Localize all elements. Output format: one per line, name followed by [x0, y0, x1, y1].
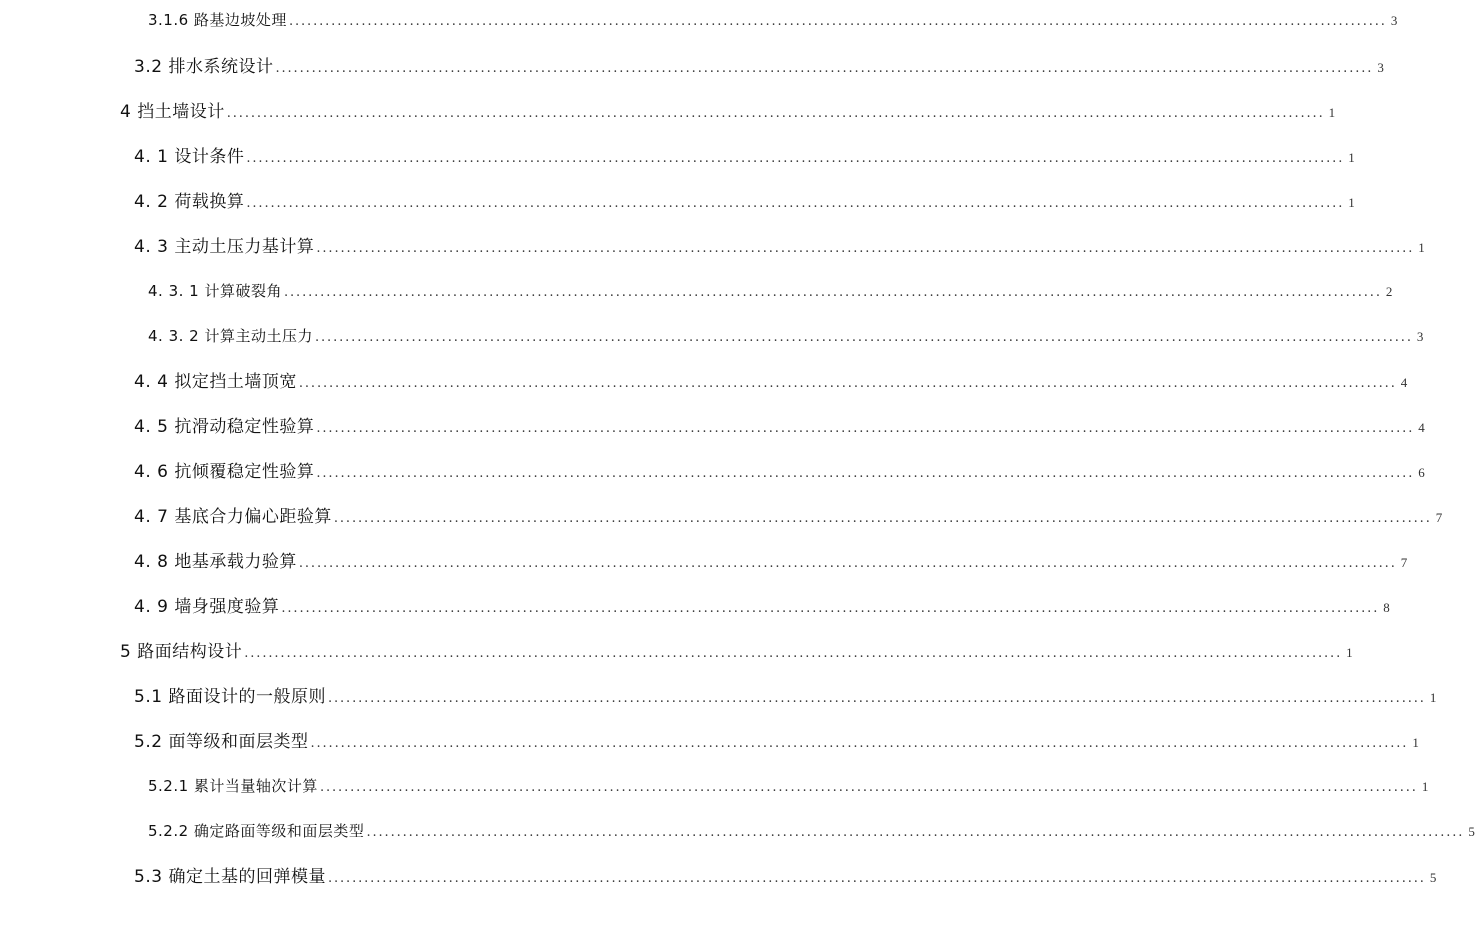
dot-leader: ......................................................................................................................................................................................	[310, 736, 1409, 751]
page-number: 7	[1435, 510, 1443, 525]
dot-leader: ......................................................................................................................................................................................	[246, 196, 1345, 211]
toc-entry-title: 4. 1 设计条件	[134, 147, 245, 167]
page-number: 3	[1377, 60, 1384, 75]
dot-leader: ......................................................................................................................................................................................	[283, 285, 1382, 300]
page-number: 4	[1418, 420, 1425, 435]
page-number: 7	[1400, 555, 1408, 570]
toc-entry-4-3-1[interactable]	[148, 282, 1393, 300]
toc-entry-title: 3.1.6 路基边坡处理	[148, 11, 287, 29]
dot-leader: ......................................................................................................................................................................................	[327, 871, 1426, 886]
page-number: 1	[1418, 240, 1425, 255]
page-number: 1	[1429, 690, 1437, 705]
toc-entry-title: 5.2.1 累计当量轴次计算	[148, 777, 318, 795]
page-number: 1	[1421, 779, 1429, 794]
toc-entry-4-6[interactable]	[134, 462, 1425, 482]
toc-entry-4-1[interactable]	[134, 147, 1355, 167]
page-number: 1	[1412, 735, 1419, 750]
toc-entry-title: 4. 9 墙身强度验算	[134, 597, 280, 617]
toc-entry-4-7[interactable]	[134, 507, 1443, 527]
toc-entry-4[interactable]	[120, 102, 1336, 122]
toc-entry-title: 4. 3. 2 计算主动土压力	[148, 327, 313, 345]
dot-leader: ......................................................................................................................................................................................	[281, 601, 1380, 616]
dot-leader: ......................................................................................................................................................................................	[327, 691, 1426, 706]
toc-entry-5[interactable]	[120, 642, 1353, 662]
toc-entry-title: 5.2.2 确定路面等级和面层类型	[148, 822, 365, 840]
toc-entry-title: 4. 5 抗滑动稳定性验算	[134, 417, 315, 437]
toc-entry-title: 4. 6 抗倾覆稳定性验算	[134, 462, 315, 482]
toc-entry-title: 3.2 排水系统设计	[134, 57, 274, 77]
toc-entry-3-2[interactable]	[134, 57, 1384, 77]
dot-leader: ......................................................................................................................................................................................	[244, 646, 1343, 661]
page-number: 1	[1348, 195, 1355, 210]
page-number: 5	[1429, 870, 1437, 885]
dot-leader: ......................................................................................................................................................................................	[316, 241, 1415, 256]
toc-entry-title: 4. 7 基底合力偏心距验算	[134, 507, 332, 527]
toc-entry-5-2-2[interactable]	[148, 822, 1475, 840]
page-number: 1	[1328, 105, 1336, 120]
dot-leader: ......................................................................................................................................................................................	[333, 511, 1432, 526]
toc-entry-title: 4. 2 荷载换算	[134, 192, 245, 212]
dot-leader: ......................................................................................................................................................................................	[288, 14, 1387, 29]
toc-entry-title: 4 挡土墙设计	[120, 102, 225, 122]
dot-leader: ......................................................................................................................................................................................	[298, 556, 1397, 571]
dot-leader: ......................................................................................................................................................................................	[246, 151, 1345, 166]
toc-entry-4-4[interactable]	[134, 372, 1408, 392]
dot-leader: ......................................................................................................................................................................................	[314, 330, 1413, 345]
toc-entry-5-2-1[interactable]	[148, 777, 1429, 795]
toc-entry-title: 5.1 路面设计的一般原则	[134, 687, 326, 707]
toc-entry-title: 4. 8 地基承载力验算	[134, 552, 297, 572]
page-number: 6	[1418, 465, 1425, 480]
toc-entry-4-3[interactable]	[134, 237, 1425, 257]
toc-entry-4-8[interactable]	[134, 552, 1408, 572]
page-number: 5	[1468, 824, 1475, 839]
toc-entry-4-3-2[interactable]	[148, 327, 1424, 345]
toc-entry-5-1[interactable]	[134, 687, 1437, 707]
toc-entry-title: 5 路面结构设计	[120, 642, 243, 662]
toc-entry-title: 4. 3. 1 计算破裂角	[148, 282, 282, 300]
page-number: 3	[1416, 329, 1424, 344]
dot-leader: ......................................................................................................................................................................................	[319, 780, 1418, 795]
dot-leader: ......................................................................................................................................................................................	[275, 61, 1374, 76]
toc-entry-4-9[interactable]	[134, 597, 1390, 617]
toc-entry-3-1-6[interactable]	[148, 11, 1398, 29]
dot-leader: ......................................................................................................................................................................................	[366, 825, 1465, 840]
toc-entry-5-3[interactable]	[134, 867, 1437, 887]
toc-entry-4-2[interactable]	[134, 192, 1355, 212]
toc-entry-title: 5.2 面等级和面层类型	[134, 732, 309, 752]
toc-entry-title: 4. 4 拟定挡土墙顶宽	[134, 372, 297, 392]
page-number: 8	[1383, 600, 1390, 615]
page-number: 2	[1385, 284, 1393, 299]
dot-leader: ......................................................................................................................................................................................	[316, 421, 1415, 436]
toc-entry-title: 4. 3 主动土压力基计算	[134, 237, 315, 257]
toc-entry-title: 5.3 确定土基的回弹模量	[134, 867, 326, 887]
page-number: 1	[1346, 645, 1353, 660]
toc-entry-5-2[interactable]	[134, 732, 1419, 752]
page-number: 4	[1400, 375, 1408, 390]
dot-leader: ......................................................................................................................................................................................	[316, 466, 1415, 481]
page-number: 3	[1390, 13, 1398, 28]
page-number: 1	[1348, 150, 1355, 165]
dot-leader: ......................................................................................................................................................................................	[226, 106, 1325, 121]
toc-entry-4-5[interactable]	[134, 417, 1425, 437]
dot-leader: ......................................................................................................................................................................................	[298, 376, 1397, 391]
